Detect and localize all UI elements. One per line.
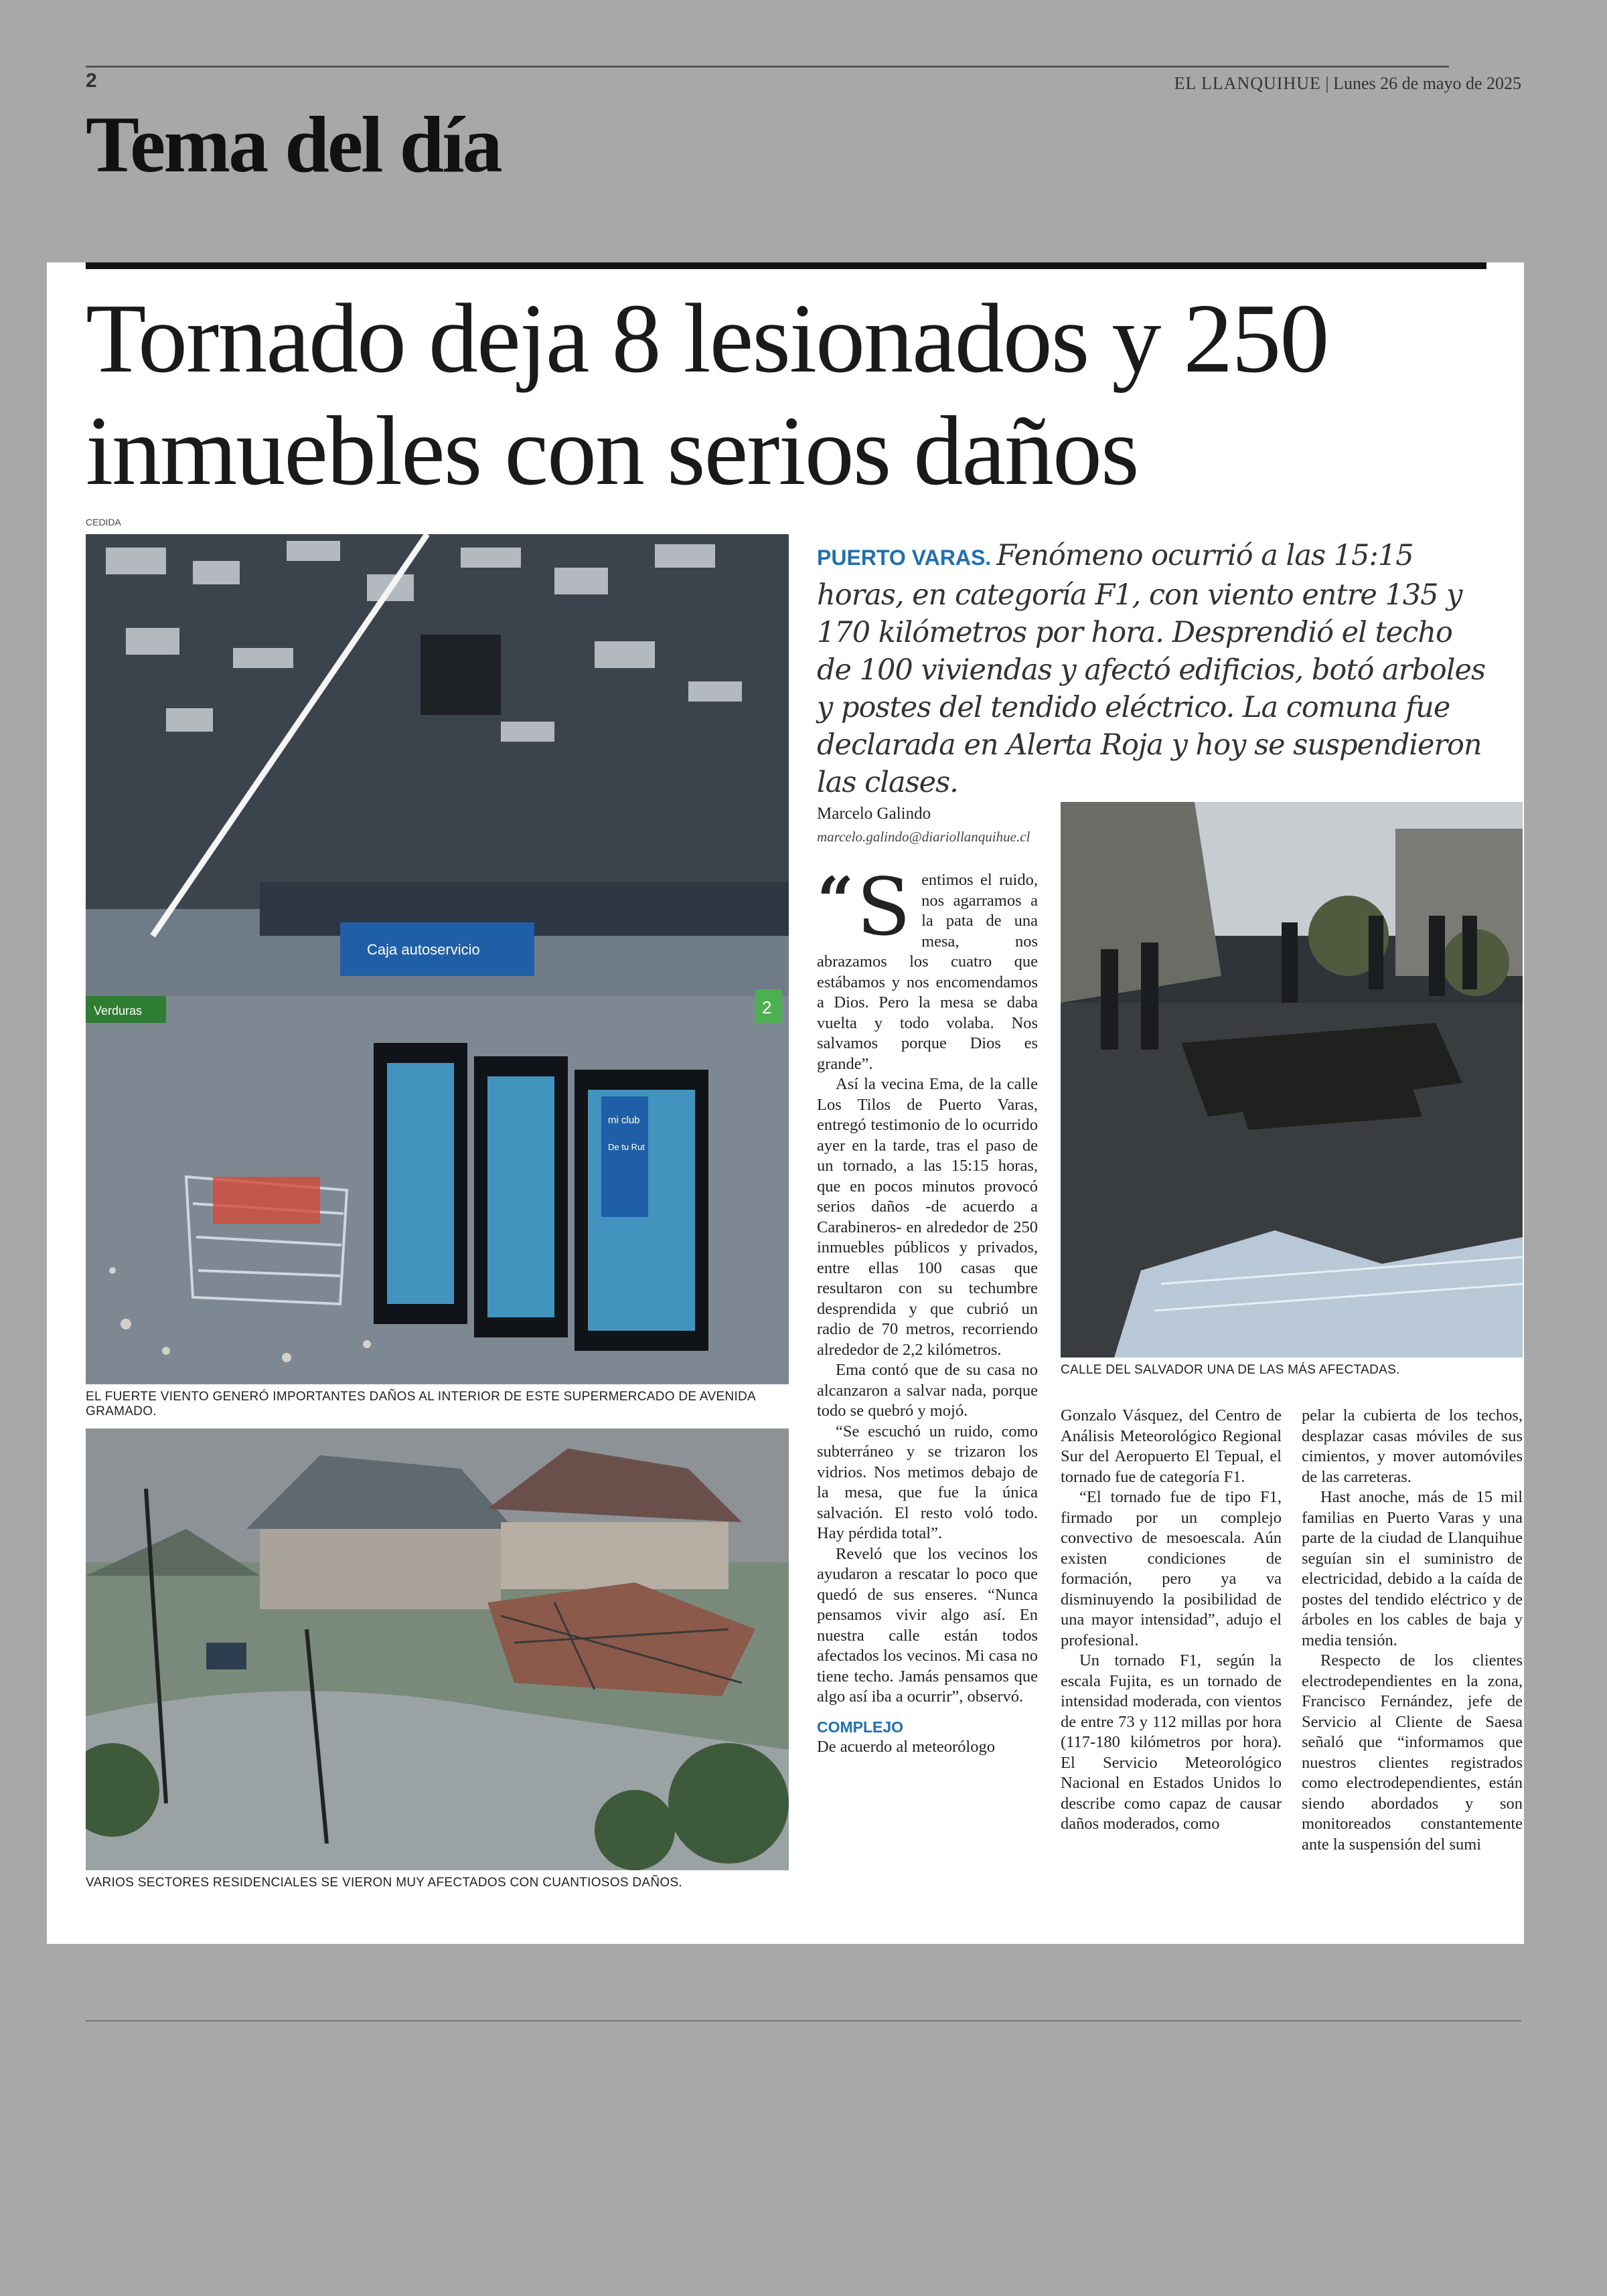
article-panel	[47, 262, 1524, 1944]
body-column-3	[1302, 1406, 1523, 1855]
masthead	[1174, 74, 1521, 94]
drop-cap: S	[856, 861, 911, 953]
subhead-complejo: COMPLEJO	[817, 1718, 904, 1736]
lead-text: Fenómeno ocurrió a las 15:15 horas, en categoría F1, con viento entre 135 y 170 kilómetros por hora. Desprendió el techo de 100 viviendas y afectó edificios, botó arboles y postes del tendido eléctrico. La comuna fue declarada en Alerta Roja y hoy se suspendieron las clases.	[817, 539, 1486, 799]
caption-residential: VARIOS SECTORES RESIDENCIALES SE VIERON MUY AFECTADOS CON CUANTIOSOS DAÑOS.	[86, 1876, 683, 1890]
page-number: 2	[86, 70, 97, 92]
author-name: Marcelo Galindo	[817, 805, 931, 823]
paragraph: pelar la cubierta de los techos, desplazar casas móviles de sus cimientos, y mover automóviles de las carreteras.	[1302, 1406, 1523, 1486]
club-sign: mi club	[608, 1115, 640, 1126]
paragraph: Hast anoche, más de 15 mil familias en Puerto Varas y una parte de la ciudad de Llanquihue seguían sin el suministro de electricidad, debido a la caída de postes del tendido eléctrico y de árboles en los cables de baja y media tensión.	[1302, 1488, 1523, 1649]
author-email: marcelo.galindo@diariollanquihue.cl	[817, 829, 1030, 845]
aisle-number: 2	[762, 997, 772, 1017]
paragraph: Un tornado F1, según la escala Fujita, es un tornado de intensidad moderada, con vientos de entre 73 y 112 millas por hora (117-180 kilómetros por hora). El Servicio Meteorológico Nacional en Estados Unidos lo describe como capaz de causar daños moderados, como	[1061, 1651, 1282, 1833]
headline-rule	[86, 262, 1486, 269]
opening-quote: “	[817, 863, 854, 938]
paragraph: “Se escuchó un ruido, como subterráneo y se trizaron los vidrios. Nos metimos debajo de la mesa, que fue la única salvación. El resto voló todo. Hay pérdida total”.	[817, 1422, 1038, 1542]
paragraph: Así la vecina Ema, de la calle Los Tilos de Puerto Varas, entregó testimonio de lo ocurrido ayer en la tarde, tras el paso de un tornado, a las 15:15 horas, que en pocos minutos provocó serios daños -de acuerdo a Carabineros- en alrededor de 250 inmuebles públicos y privados, entre ellas 100 casas que resultaron con su techumbre desprendida y que cubrió un radio de 70 metros, recorriendo alrededor de 2,2 kilómetros.	[817, 1075, 1038, 1359]
photo-calle-salvador	[1061, 802, 1523, 1358]
headline: Tornado deja 8 lesionados y 250 inmuebles con serios daños	[86, 284, 1328, 506]
rut-sign: De tu Rut	[608, 1142, 645, 1152]
paragraph: Respecto de los clientes electrodependientes en la zona, Francisco Fernández, jefe de Servicio al Cliente de Saesa señaló que “informamos que nuestros clientes registrados como electrodependientes, están siendo abordados y son monitoreados constantemente ante la suspensión del sumi	[1302, 1651, 1523, 1854]
top-rule	[86, 66, 1449, 68]
autoservicio-sign: Caja autoservicio	[367, 941, 480, 958]
caption-calle-salvador: CALLE DEL SALVADOR UNA DE LAS MÁS AFECTADAS.	[1061, 1363, 1400, 1377]
paragraph: entimos el ruido, nos agarramos a la pata de una mesa, nos abrazamos los cuatro que estábamos y nos encomendamos a Dios. Pero la mesa se daba vuelta y todo volaba. Nos salvamos porque Dios es grande”.	[817, 871, 1038, 1073]
issue-date: | Lunes 26 de mayo de 2025	[1325, 74, 1521, 93]
paragraph: Reveló que los vecinos los ayudaron a rescatar lo poco que quedó de sus enseres. “Nunca pensamos vivir algo así. En nuestra calle están todos afectados los vecinos. Mi casa no tiene techo. Jamás pensamos que algo así iba a ocurrir”, observó.	[817, 1544, 1038, 1706]
newspaper-name: EL LLANQUIHUE	[1174, 74, 1321, 93]
photo-credit: CEDIDA	[86, 517, 121, 527]
paragraph: Ema contó que de su casa no alcanzaron a salvar nada, porque todo se quebró y mojó.	[817, 1361, 1038, 1420]
photo-residential	[86, 1428, 789, 1870]
body-column-1	[817, 861, 1038, 1758]
photo-supermarket	[86, 534, 789, 1384]
paragraph: “El tornado fue de tipo F1, firmado por un complejo convectivo de mesoescala. Aún existen condiciones de formación, pero ya va disminuyendo la posibilidad de una mayor intensidad”, adujo el profesional.	[1061, 1488, 1282, 1649]
dateline-location: PUERTO VARAS.	[817, 546, 992, 570]
article-lead	[817, 537, 1493, 801]
bottom-rule	[86, 2020, 1521, 2022]
paragraph: Gonzalo Vásquez, del Centro de Análisis Meteorológico Regional Sur del Aeropuerto El Tepual, el tornado fue de categoría F1.	[1061, 1406, 1282, 1486]
body-column-2	[1061, 1406, 1282, 1835]
verduras-sign: Verduras	[94, 1004, 143, 1017]
paragraph: De acuerdo al meteorólogo	[817, 1738, 995, 1756]
caption-supermarket: EL FUERTE VIENTO GENERÓ IMPORTANTES DAÑOS AL INTERIOR DE ESTE SUPERMERCADO DE AVENIDA GRAMADO.	[86, 1390, 755, 1418]
section-title: Tema del día	[86, 100, 501, 189]
